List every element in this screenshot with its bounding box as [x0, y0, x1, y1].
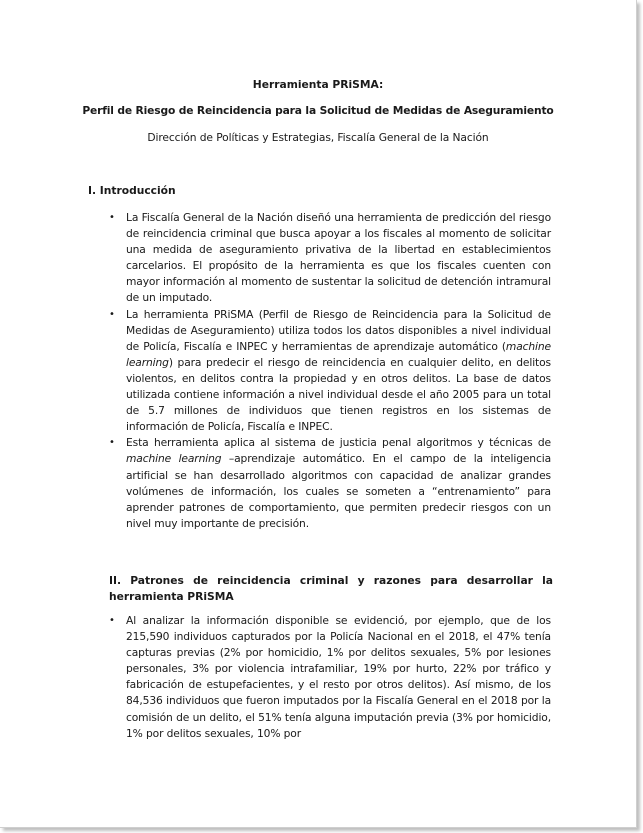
paragraph-text: ) para predecir el riesgo de reincidencia en cualquier delito, en delitos violentos, en delitos contra la propiedad y en otros delitos. La base de datos utilizada contiene información a nivel individual desde el año 2005 para un total de 5.7 millones de individuos que tienen registros en los sistemas de información de Policía, Fiscalía e INPEC. [126, 355, 551, 434]
paragraph-italic-term: machine learning [126, 452, 222, 466]
bullet-icon: • [109, 212, 115, 223]
paragraph-text: –aprendizaje automático. En el campo de la inteligencia artificial se han desarrollado algoritmos con capacidad de analizar grandes volúmenes de información, los cuales se someten a “entrenamiento” para aprender patrones de comportamiento, que permiten predecir riesgos con un nivel muy importante de precisión. [126, 452, 551, 530]
paragraph-text: La herramienta PRiSMA (Perfil de Riesgo de Reincidencia para la Solicitud de Medidas de Aseguramiento) utiliza todos los datos disponibles a nivel individual de Policía, Fiscalía e INPEC y herramientas de aprendizaje automático ( [126, 307, 551, 353]
document-author-line: Dirección de Políticas y Estrategias, Fiscalía General de la Nación [147, 131, 489, 144]
section-1-heading: I. Introducción [88, 184, 176, 197]
paragraph-italic-term: machine learning [126, 339, 551, 369]
document-subtitle-heading: Perfil de Riesgo de Reincidencia para la Solicitud de Medidas de Aseguramiento [82, 104, 554, 117]
bullet-icon: • [109, 308, 115, 320]
bullet-icon: • [109, 615, 115, 626]
paragraph-text: La Fiscalía General de la Nación diseñó una herramienta de predicción del riesgo de reincidencia criminal que busca apoyar a los fiscales al momento de solicitar una medida de aseguramiento privativa de la libertad en establecimientos carcelarios. El propósito de la herramienta es que los fiscales cuenten con mayor información al momento de sustentar la solicitud de detención intramural de un imputado. [126, 211, 551, 305]
list-item [109, 210, 551, 307]
document-title: Herramienta PRiSMA: [252, 78, 384, 91]
list-item [109, 307, 551, 436]
bullet-icon: • [109, 437, 115, 449]
section-2-heading: II. Patrones de reincidencia criminal y razones para desarrollar la herramienta PRiSMA [109, 574, 553, 603]
section-2-list [109, 613, 551, 742]
section-1-list [109, 210, 551, 532]
paragraph-text: Al analizar la información disponible se evidenció, por ejemplo, que de los 215,590 individuos capturados por la Policía Nacional en el 2018, el 47% tenía capturas previas (2% por homicidio, 1% por delitos sexuales, 5% por lesiones personales, 3% por violencia intrafamiliar, 19% por hurto, 22% por tráfico y fabricación de estupefacientes, y el resto por otros delitos). Así mismo, de los 84,536 individuos que fueron imputados por la Fiscalía General en el 2018 por la comisión de un delito, el 51% tenía alguna imputación previa (3% por homicidio, 1% por delitos sexuales, 10% por [126, 614, 551, 740]
paragraph-text: Esta herramienta aplica al sistema de justicia penal algoritmos y técnicas de [126, 436, 551, 450]
list-item [109, 435, 551, 532]
list-item [109, 613, 551, 742]
